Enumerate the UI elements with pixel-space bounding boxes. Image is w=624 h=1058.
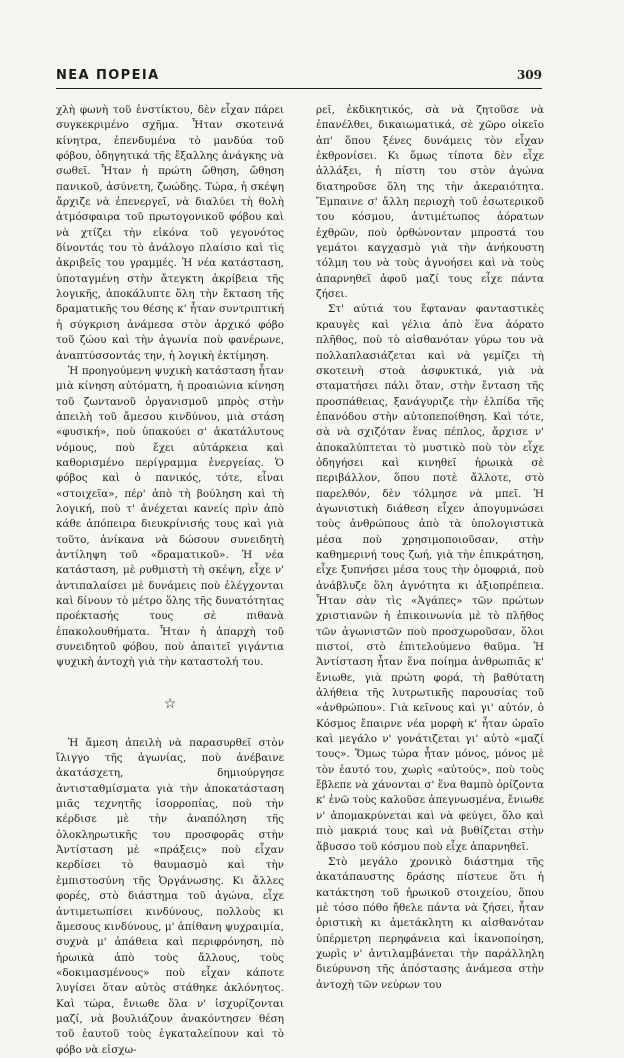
paragraph: χλὴ φωνὴ τοῦ ἐνστίκτου, δὲν εἶχαν πάρει συγκεκριμένο σχῆμα. Ἦταν σκοτεινά κίνητρα, ἐπενδυμένα τὸ μανδύα τοῦ φόβου, ὁδηγητικά τῆς ἔξαλλης ἀνάγκης νὰ σωθεῖ. Ἦταν ἡ πρώτη ὤθηση, ὤθηση πανικοῦ, ἀσύνετη, ζωώδης. Τώρα, ἡ σκέψη ἄρχιζε νὰ ἐπενεργεῖ, νὰ διαλύει τὴ θολὴ ἀτμόσφαιρα τοῦ πρωτογονικοῦ φόβου καὶ νὰ χτίζει τὴν εἰκόνα τοῦ γεγονότος δίνοντάς του τὸ ἀνάλογο πλαίσιο καὶ τὶς ἀκριβεῖς του γραμμές. Ἡ νέα κατάσταση, ὑποταγμένη στὴν ἄτεγκτη ἀκρίβεια τῆς λογικῆς, ἀποκάλυπτε ὅλη τὴν ἔκταση τῆς δραματικῆς του θέσης κ' ἦταν συντριπτική ἡ σύγκριση ἀνάμεσα στὸν ἀρχικό φόβο τοῦ ζώου καὶ τὴν ἀγωνία ποὺ φανέρωνε, ἀναπτύσσοντάς την, ἡ λογικὴ ἐκτίμηση. xyxy=(56,104,284,362)
page-number: 309 xyxy=(516,68,542,82)
running-header xyxy=(56,68,542,89)
right-column xyxy=(316,103,544,993)
journal-title: ΝΕΑ ΠΟΡΕΙΑ xyxy=(56,68,160,83)
paragraph: ρεῖ, ἐκδικητικός, σὰ νὰ ζητοῦσε νὰ ἐπανέλθει, δικαιωματικά, σὲ χῶρο οἰκεῖο ἀπ' ὅπου ξένες δυνάμεις τὸν εἶχαν ἐκθρονίσει. Κι ὅμως τίποτα δὲν εἶχε ἀλλάξει, ἡ πίστη του στὸν ἀγώνα διατηροῦσε ὅλη της τὴν ἀκεραιότητα. Ἔμπαινε σ' ἄλλη περιοχὴ τοῦ ἐσωτερικοῦ του κόσμου, ἀντιμέτωπος ἀόρατων ἐχθρῶν, ποὺ ὀρθώνονταν μπροστά του γεμάτοι καγχασμὸ γιὰ τὴν ἀνήκουστη τόλμη του νὰ τοὺς ἀγνοήσει καὶ νὰ τοὺς ἀπαρνηθεῖ ἀφοῦ μαζί τους εἶχε πάντα ζήσει. xyxy=(316,104,544,301)
section-break-star-icon: ☆ xyxy=(163,695,177,712)
left-column xyxy=(56,103,284,1058)
paragraph: Στὸ μεγάλο χρονικὸ διάστημα τῆς ἀκατάπαυστης δράσης πίστευε ὅτι ἡ κατάκτηση τοῦ ἡρωικοῦ στοιχείου, ὅπου μὲ τόσο πόθο ἤθελε πάντα νὰ ζήσει, ἦταν ὁριστικὴ κι ἀμετάκλητη κι αἰσθανόταν ὑπέρμετρη περηφάνεια καὶ ἱκανοποίηση, χωρὶς ν' ἀντιλαμβάνεται τὴν παράλληλη διεύρυνση τῆς ἀπόστασης ἀνάμεσα στὴν ἀντοχὴ τῶν νεύρων του xyxy=(316,855,544,991)
paragraph: Ἡ ἄμεση ἀπειλὴ νὰ παρασυρθεῖ στὸν ἴλιγγο τῆς ἀγωνίας, ποὺ ἀνέβαινε ἀκατάσχετη, δημιούργησε ἀντισταθμίσματα γιὰ τὴν ἀποκατάσταση μιᾶς τεχνητῆς ἰσορροπίας, ποὺ τὴν κέρδισε μὲ τὴν ἀναπόληση τῆς ὁλοκληρωτικῆς του προσφορᾶς στὴν Ἀντίσταση μὲ «πράξεις» ποὺ εἶχαν κερδίσει τὸ θαυμασμὸ καὶ τὴν ἐμπιστοσύνη τῆς Ὀργάνωσης. Κι ἄλλες φορές, στὸ διάστημα τοῦ ἀγώνα, εἶχε ἀντιμετωπίσει κινδύνους, πολλοὺς κι ἄμεσους κινδύνους, μ' ἀπίθανη ψυχραιμία, συχνὰ μ' ἀπάθεια καὶ περιφρόνηση, πὸ ἡρωικὰ ἀπὸ τοὺς ἄλλους, τοὺς «δοκιμασμένους» ποὺ εἶχαν κάποτε λυγίσει ὅταν αὐτὸς στάθηκε ἀκλόνητος. Καὶ τώρα, ἔνιωθε ὅλα ν' ἰσχυρίζονται μαζί, νὰ βουλιάζουν ἀνακόντησεν θέση τοῦ ἑαυτοῦ τοὺς ἐγκαταλείπουν καὶ τὸ φόβο νὰ εἰσχω- xyxy=(56,736,284,1056)
paragraph: Στ' αὐτιά του ἔφταναν φανταστικὲς κραυγὲς καὶ γέλια ἀπὸ ἕνα ἀόρατο πλῆθος, ποὺ τὸ αἰσθανόταν γύρω του νὰ πολλαπλασιάζεται καὶ νὰ γεμίζει τὴ σκοτεινὴ στοὰ ἀσφυκτικά, γιὰ νὰ σταματήσει πάλι ὅταν, στὴν ἔνταση τῆς προσπάθειας, ξανάγυριζε τὴν ἐλπίδα τῆς ἐπανόδου στὴν αὐτοπεποίθηση. Καὶ τότε, σὰ νὰ σχιζόταν ἕνας πέπλος, ἄρχισε ν' ἀποκαλύπτεται τὸ μυστικὸ ποὺ τὸν εἶχε ὁδηγήσει καὶ κινηθεῖ ἡρωικὰ σὲ περιβάλλον, ὅπου ποτὲ ἄλλοτε, στὸ παρελθόν, δὲν τόλμησε νὰ μπεῖ. Ἡ ἀγωνιστικὴ διάθεση εἶχεν ἀπογυμνώσει τοὺς ἀνθρώπους ἀπὸ τὰ ὑπολογιστικὰ μέσα ποὺ χρησιμοποιοῦσαν, στὴν καθημερινή τους ζωή, γιὰ τὴν ἐπικράτηση, εἶχε ξυπνήσει μέσα τους τὴν ὁμοφριά, ποὺ ἀνάβλυζε ὅλη ἀγνότητα κι ἀξιοπρέπεια. Ἦταν σὰν τὶς «Ἀγάπες» τῶν πρώτων χριστιανῶν ἡ ἐπικοινωνία μὲ τὸ πλῆθος τῶν ἀγωνιστῶν ποὺ προσχωροῦσαν, ὅλοι πιστοί, στὸ ἐπιτελούμενο θαῦμα. Ἡ Ἀντίσταση ἦταν ἕνα ποίημα ἀνθρωπιᾶς κ' ἔνιωθε, γιὰ πρώτη φορά, τὴ βαθύτατη ἀλήθεια τῆς λυτρωτικῆς παρουσίας τοῦ «ἀνθρώπου». Γιὰ κεῖνους καὶ γι' αὐτόν, ὁ Κόσμος ἔπαιρνε νέα μορφὴ κ' ἦταν ὡραῖο καὶ μεγάλο ν' γονάτιζεται γι' αὐτὸ «μαζί τους». Ὅμως τώρα ἦταν μόνος, μόνος μὲ τὸν ἑαυτό του, χωρὶς «αὐτούς», ποὺ τοὺς ἔβλεπε νὰ χάνονται σ' ἕνα θαμπὸ ὁρίζοντα κ' ἐνῶ τοὺς καλοῦσε ἀπεγνωσμένα, ἔνιωθε ν' ἀπομακρύνεται καὶ νὰ φεύγει, ὅλο καὶ πιὸ μακριά τους καὶ νὰ βυθίζεται στὴν ἄβυσσο τοῦ κόσμου ποὺ εἶχε ἀπαρνηθεῖ. xyxy=(316,303,544,853)
paragraph: Ἡ προηγούμενη ψυχικὴ κατάσταση ἦταν μιὰ κίνηση αὐτόματη, ἡ προαιώνια κίνηση τοῦ ζωντανοῦ ὀργανισμοῦ μπρὸς στὴν ἀπειλὴ τοῦ ἄμεσου κινδύνου, μιὰ στάση «φυσική», ποὺ ὑπακούει σ' ἀκατάλυτους νόμους, ποὺ ἔχει αὐτάρκεια καὶ καθορισμένο περίγραμμα ἐνεργείας. Ὁ φόβος καὶ ὁ πανικός, τότε, εἶναι «στοιχεῖα», πέρ' ἀπὸ τὴ βούληση καὶ τὴ λογική, ποὺ τ' ἀνέχεται κανείς πρὶν ἀπὸ κάθε ἀπόπειρα διευκρίνισής τους καὶ γιὰ τοῦτο, ἀνίκανα νὰ δώσουν συνειδητὴ ἀντίληψη τοῦ «δραματικοῦ». Ἡ νέα κατάσταση, μὲ ρυθμιστὴ τὴ σκέψη, εἶχε ν' ἀντιπαλαίσει μὲ δυνάμεις ποὺ ἐλέγχονται καὶ δίνουν τὸ μέτρο ὅλης τῆς δυνατότητας προέκτασής τους σὲ πιθανὰ ἐπακολουθήματα. Ἦταν ἡ ἀπαρχὴ τοῦ συνειδητοῦ φόβου, ποὺ ἀπαιτεῖ γιγάντια ψυχικὴ ἀντοχὴ γιὰ τὴν καταστολή του. xyxy=(56,364,284,669)
